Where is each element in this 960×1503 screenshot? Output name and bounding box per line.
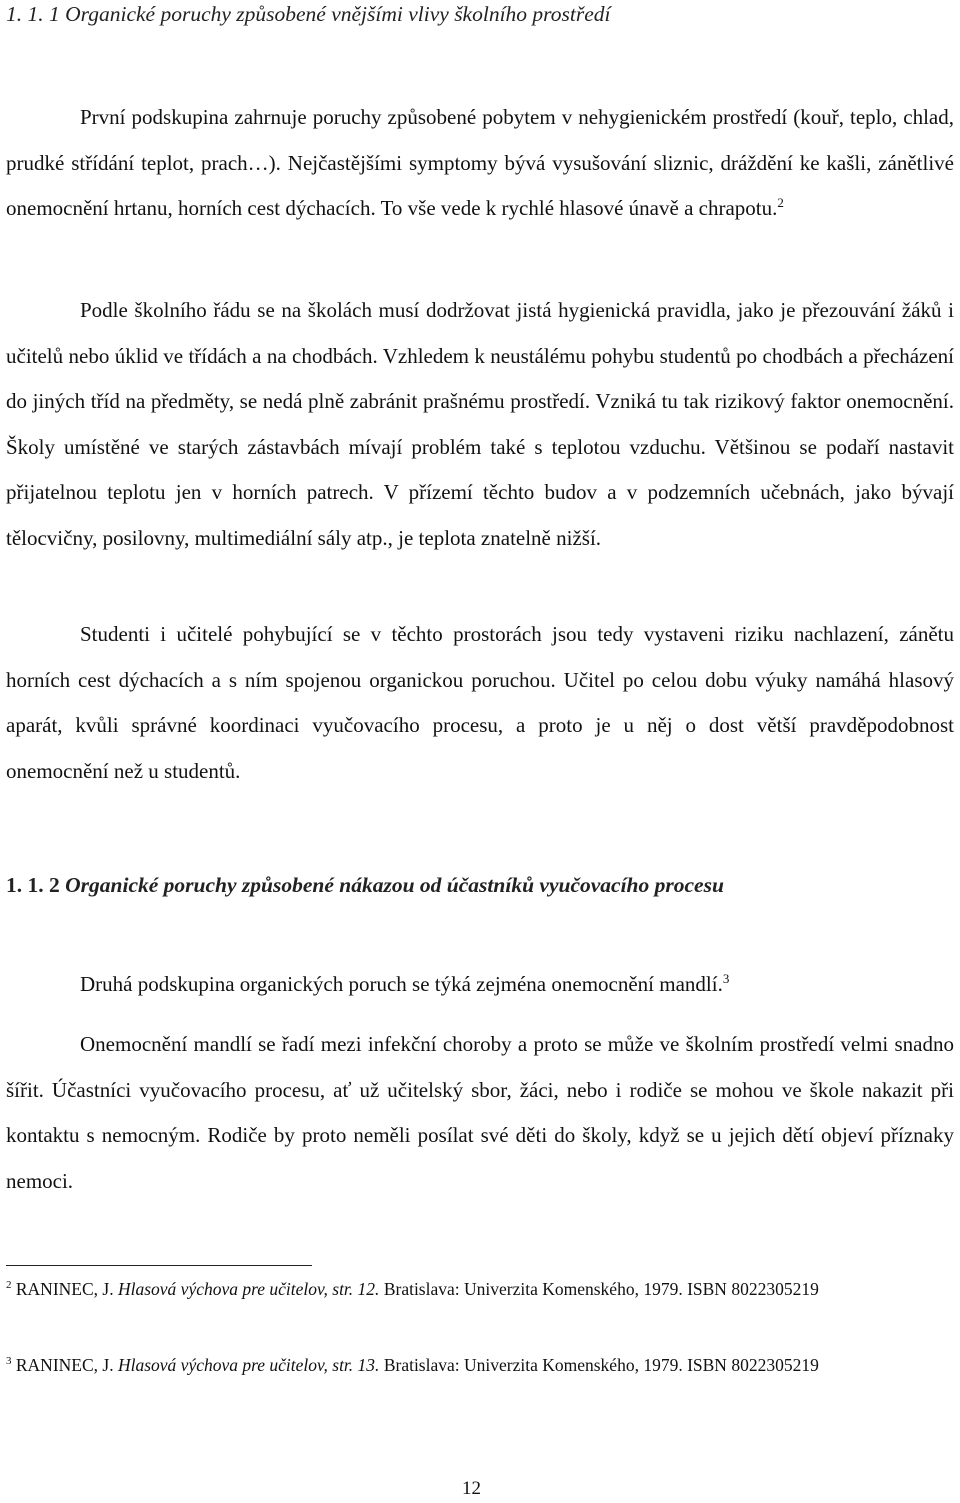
footnote-title: Hlasová výchova pre učitelov, str. 13. (117, 1355, 380, 1375)
footnote-publisher: Bratislava: Univerzita Komenského, 1979. ISBN 8022305219 (383, 1279, 819, 1299)
footnote-author: RANINEC, J. (15, 1279, 114, 1299)
section-title: Organické poruchy způsobené nákazou od účastníků vyučovacího procesu (65, 873, 724, 897)
footnote-title: Hlasová výchova pre učitelov, str. 12. (117, 1279, 380, 1299)
paragraph-4-text: Druhá podskupina organických poruch se týká zejména onemocnění mandlí. (80, 972, 723, 996)
footnote-publisher: Bratislava: Univerzita Komenského, 1979. ISBN 8022305219 (383, 1355, 819, 1375)
footnote-3 (6, 1352, 946, 1378)
paragraph-1 (6, 95, 954, 232)
paragraph-3: Studenti i učitelé pohybující se v těchto prostorách jsou tedy vystaveni riziku nachlazení, zánětu horních cest dýchacích a s ním spojenou organickou poruchou. Učitel po celou dobu výuky namáhá hlasový aparát, kvůli správné koordinaci vyučovacího procesu, a proto je u něj o dost větší pravděpodobnost onemocnění než u studentů. (6, 622, 954, 783)
paragraph-5: Onemocnění mandlí se řadí mezi infekční choroby a proto se může ve školním prostředí velmi snadno šířit. Účastníci vyučovacího procesu, ať už učitelský sbor, žáci, nebo i rodiče se mohou ve škole nakazit při kontaktu s nemocným. Rodiče by proto neměli posílat své děti do školy, když se u jejich dětí objeví příznaky nemoci. (6, 1032, 954, 1193)
footnote-ref-3[interactable]: 3 (722, 971, 730, 986)
section-heading-1-1-1: 1. 1. 1 Organické poruchy způsobené vnějšími vlivy školního prostředí (6, 2, 611, 26)
footnote-separator (6, 1265, 312, 1266)
paragraph-2: Podle školního řádu se na školách musí dodržovat jistá hygienická pravidla, jako je přezouvání žáků i učitelů nebo úklid ve třídách a na chodbách. Vzhledem k neustálému pohybu studentů po chodbách a přecházení do jiných tříd na předměty, se nedá plně zabránit prašnému prostředí. Vzniká tu tak rizikový faktor onemocnění. Školy umístěné ve starých zástavbách mívají problém také s teplotou vzduchu. Většinou se podaří nastavit přijatelnou teplotu jen v horních patrech. V přízemí těchto budov a v podzemních učebnách, jako bývají tělocvičny, posilovny, multimediální sály atp., je teplota znatelně nižší. (6, 298, 954, 550)
page-number: 12 (462, 1478, 481, 1499)
footnote-author: RANINEC, J. (15, 1355, 114, 1375)
section-number: 1. 1. 2 (6, 873, 60, 897)
paragraph-4 (6, 962, 954, 1008)
footnote-2 (6, 1276, 946, 1302)
section-heading-1-1-2 (6, 873, 954, 898)
paragraph-1-text: První podskupina zahrnuje poruchy způsobené pobytem v nehygienickém prostředí (kouř, teplo, chlad, prudké střídání teplot, prach…). Nejčastějšími symptomy bývá vysušování sliznic, dráždění ke kašli, zánětlivé onemocnění hrtanu, horních cest dýchacích. To vše vede k rychlé hlasové únavě a chrapotu. (6, 105, 954, 220)
footnote-mark: 2 (6, 1279, 12, 1292)
footnote-ref-2[interactable]: 2 (777, 195, 784, 210)
footnote-mark: 3 (6, 1355, 12, 1368)
